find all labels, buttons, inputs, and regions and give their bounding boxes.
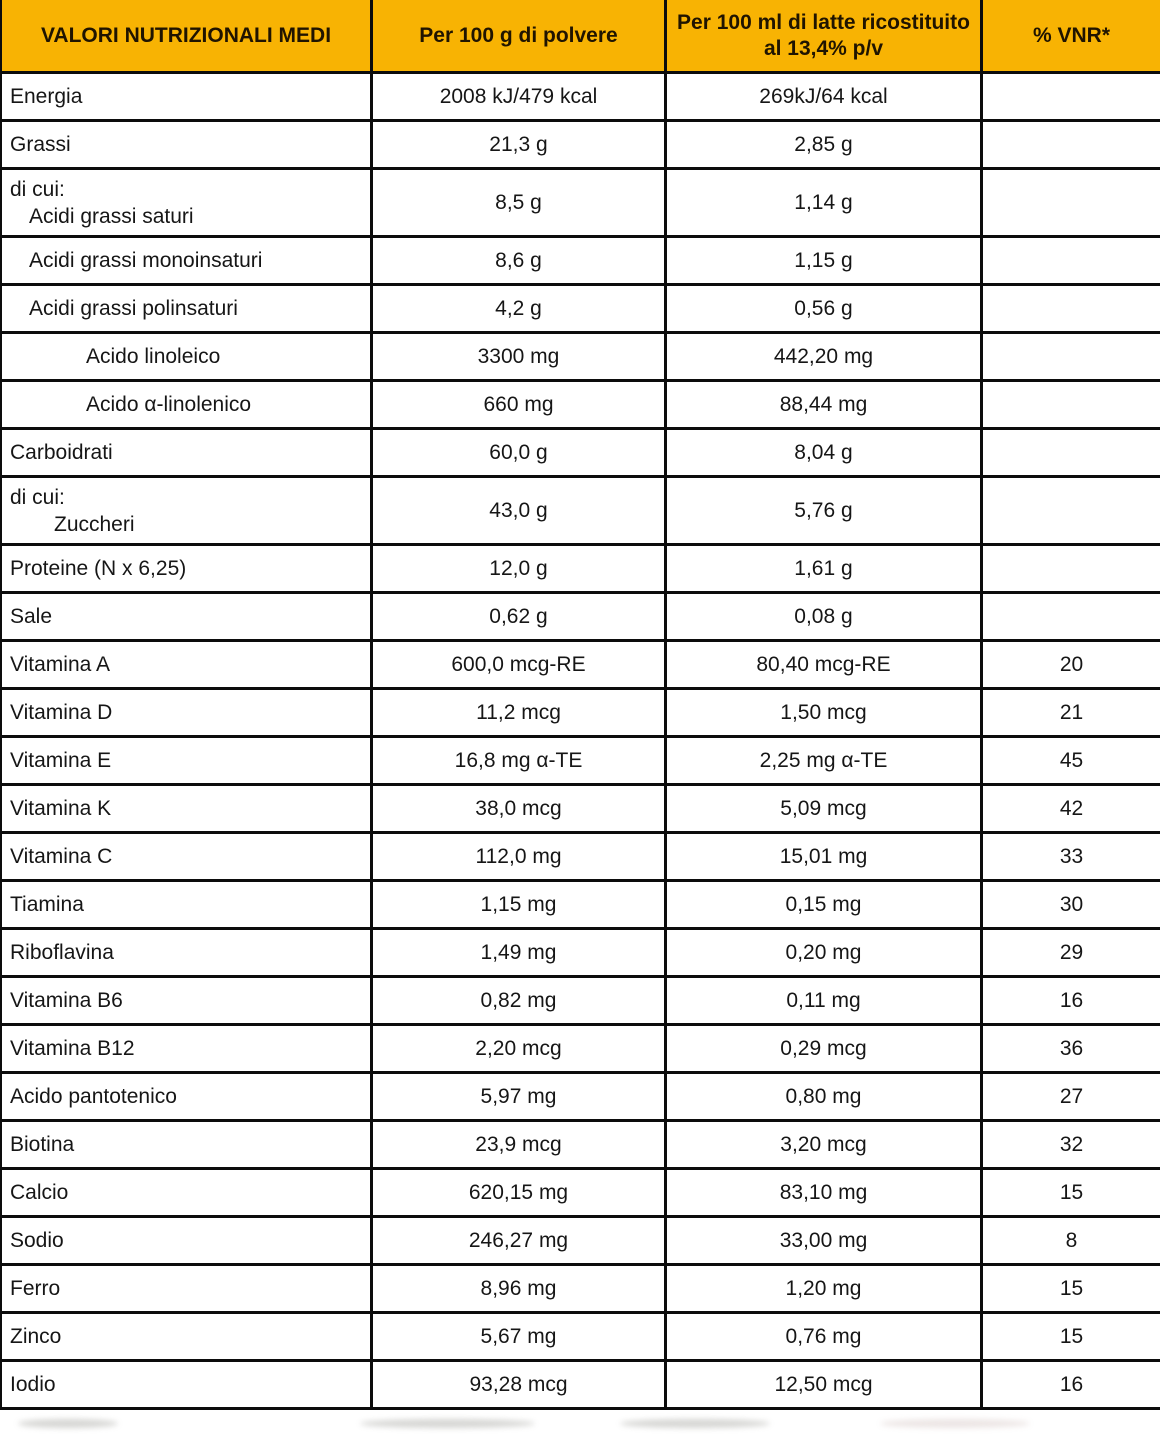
- per-100ml-value: 0,29 mcg: [667, 1026, 983, 1071]
- table-row: [2, 170, 1160, 238]
- per-100g-value: 11,2 mcg: [373, 690, 667, 735]
- nutrient-label-cell: [2, 238, 373, 283]
- vnr-value: 27: [1059, 1084, 1084, 1108]
- nutrient-label-cell: [2, 834, 373, 879]
- table-row: [2, 594, 1160, 642]
- per-100ml-value: 0,08 g: [667, 594, 983, 639]
- nutrient-label-line: di cui:: [10, 177, 65, 201]
- table-row: [2, 1074, 1160, 1122]
- per-100ml-value: 1,20 mg: [667, 1266, 983, 1311]
- footnote-smudge: [620, 1419, 770, 1428]
- nutrient-label-cell: [2, 478, 373, 543]
- per-100ml-value: 5,09 mcg: [667, 786, 983, 831]
- nutrient-label-line: Iodio: [10, 1373, 56, 1396]
- table-row: [2, 1218, 1160, 1266]
- table-row: [2, 1170, 1160, 1218]
- nutrient-label-line: Tiamina: [10, 893, 84, 916]
- per-100g-value: 1,49 mg: [373, 930, 667, 975]
- nutrient-label-cell: [2, 382, 373, 427]
- per-100g-value: 5,97 mg: [373, 1074, 667, 1119]
- table-row: [2, 546, 1160, 594]
- per-100ml-value: 0,11 mg: [667, 978, 983, 1023]
- table-body: [2, 74, 1160, 1410]
- per-100ml-value: 0,80 mg: [667, 1074, 983, 1119]
- header-per-100g: Per 100 g di polvere: [373, 0, 667, 71]
- nutrient-label-cell: [2, 122, 373, 167]
- per-100g-value: 246,27 mg: [373, 1218, 667, 1263]
- vnr-value: 36: [1059, 1036, 1084, 1060]
- per-100ml-value: 0,20 mg: [667, 930, 983, 975]
- nutrient-label-line: Vitamina C: [10, 845, 113, 868]
- per-100g-value: 8,5 g: [373, 170, 667, 235]
- vnr-value: 15: [1059, 1180, 1084, 1204]
- per-100g-value: 3300 mg: [373, 334, 667, 379]
- nutrient-label-cell: [2, 1266, 373, 1311]
- nutrient-label-cell: [2, 786, 373, 831]
- table-row: [2, 334, 1160, 382]
- per-100ml-value: 442,20 mg: [667, 334, 983, 379]
- table-row: [2, 1026, 1160, 1074]
- per-100ml-value: 269kJ/64 kcal: [667, 74, 983, 119]
- per-100g-value: 21,3 g: [373, 122, 667, 167]
- nutrient-label-line: Energia: [10, 85, 83, 108]
- table-row: [2, 930, 1160, 978]
- nutrient-label-line: Vitamina K: [10, 797, 112, 820]
- vnr-value: [983, 122, 1160, 167]
- nutrient-label-line: Riboflavina: [10, 941, 114, 964]
- vnr-value: [983, 430, 1160, 475]
- nutrient-label-line: Vitamina E: [10, 749, 112, 772]
- per-100g-value: 1,15 mg: [373, 882, 667, 927]
- nutrient-label-cell: [2, 690, 373, 735]
- per-100ml-value: 88,44 mg: [667, 382, 983, 427]
- vnr-value: [983, 594, 1160, 639]
- table-row: [2, 1362, 1160, 1410]
- per-100g-value: 2,20 mcg: [373, 1026, 667, 1071]
- per-100ml-value: 1,14 g: [667, 170, 983, 235]
- per-100g-value: 93,28 mcg: [373, 1362, 667, 1407]
- nutrient-label-line: Carboidrati: [10, 441, 113, 464]
- table-row: [2, 238, 1160, 286]
- per-100g-value: 43,0 g: [373, 478, 667, 543]
- per-100ml-value: 1,50 mcg: [667, 690, 983, 735]
- vnr-value: [983, 546, 1160, 591]
- nutrient-label-cell: [2, 334, 373, 379]
- table-row: [2, 738, 1160, 786]
- per-100g-value: 0,62 g: [373, 594, 667, 639]
- nutrient-label-cell: [2, 170, 373, 235]
- table-row: [2, 834, 1160, 882]
- table-header-row: [2, 0, 1160, 74]
- vnr-value: [983, 286, 1160, 331]
- nutrient-label-line: Ferro: [10, 1277, 61, 1300]
- nutrient-label-line: Vitamina B6: [10, 989, 123, 1012]
- vnr-value: 45: [1059, 748, 1084, 772]
- vnr-value: 15: [1059, 1276, 1084, 1300]
- per-100ml-value: 2,25 mg α-TE: [667, 738, 983, 783]
- nutrient-label-cell: [2, 1170, 373, 1215]
- table-row: [2, 430, 1160, 478]
- per-100g-value: 60,0 g: [373, 430, 667, 475]
- nutrient-label-line: Acidi grassi saturi: [29, 204, 194, 228]
- per-100ml-value: 1,61 g: [667, 546, 983, 591]
- header-per-100ml: Per 100 ml di latte ricostituito al 13,4% p/v: [667, 0, 983, 71]
- vnr-value: [983, 238, 1160, 283]
- nutrient-label-cell: [2, 286, 373, 331]
- nutrient-label-cell: [2, 430, 373, 475]
- per-100ml-value: 3,20 mcg: [667, 1122, 983, 1167]
- per-100g-value: 23,9 mcg: [373, 1122, 667, 1167]
- per-100ml-value: 8,04 g: [667, 430, 983, 475]
- nutrient-label-cell: [2, 642, 373, 687]
- vnr-value: [983, 170, 1160, 235]
- header-vnr: % VNR*: [1032, 23, 1111, 47]
- nutrient-label-cell: [2, 1074, 373, 1119]
- vnr-value: 30: [1059, 892, 1084, 916]
- per-100g-value: 600,0 mcg-RE: [373, 642, 667, 687]
- vnr-value: 16: [1059, 1372, 1084, 1396]
- nutrient-label-cell: [2, 882, 373, 927]
- nutrient-label-line: Vitamina A: [10, 653, 111, 676]
- nutrient-label-line: Zuccheri: [54, 512, 135, 536]
- table-row: [2, 786, 1160, 834]
- nutrient-label-cell: [2, 594, 373, 639]
- footnote-smudge: [880, 1419, 1030, 1428]
- nutrient-label-line: Acido linoleico: [86, 345, 221, 368]
- nutrient-label-cell: [2, 1362, 373, 1407]
- nutrient-label-line: Biotina: [10, 1133, 75, 1156]
- per-100g-value: 112,0 mg: [373, 834, 667, 879]
- table-row: [2, 642, 1160, 690]
- per-100ml-value: 1,15 g: [667, 238, 983, 283]
- nutrient-label-line: Acido pantotenico: [10, 1085, 177, 1108]
- vnr-value: 33: [1059, 844, 1084, 868]
- vnr-value: 8: [1065, 1228, 1078, 1252]
- vnr-value: [983, 74, 1160, 119]
- table-row: [2, 286, 1160, 334]
- nutrient-label-cell: [2, 1218, 373, 1263]
- nutrient-label-line: Zinco: [10, 1325, 62, 1348]
- nutrient-label-line: Calcio: [10, 1181, 69, 1204]
- table-row: [2, 978, 1160, 1026]
- nutrient-label-cell: [2, 74, 373, 119]
- footnote-smudge: [360, 1419, 535, 1428]
- per-100ml-value: 5,76 g: [667, 478, 983, 543]
- per-100ml-value: 0,76 mg: [667, 1314, 983, 1359]
- per-100g-value: 12,0 g: [373, 546, 667, 591]
- nutrient-label-line: Acido α-linolenico: [86, 393, 252, 416]
- table-row: [2, 122, 1160, 170]
- per-100ml-value: 15,01 mg: [667, 834, 983, 879]
- nutrient-label-line: Sodio: [10, 1229, 64, 1252]
- table-row: [2, 478, 1160, 546]
- nutrient-label-line: Acidi grassi monoinsaturi: [29, 249, 263, 272]
- nutrient-label-cell: [2, 978, 373, 1023]
- vnr-value: 15: [1059, 1324, 1084, 1348]
- nutrient-label-line: Acidi grassi polinsaturi: [29, 297, 238, 320]
- table-row: [2, 1122, 1160, 1170]
- vnr-value: 20: [1059, 652, 1084, 676]
- footnote-smudge: [18, 1419, 118, 1428]
- per-100g-value: 38,0 mcg: [373, 786, 667, 831]
- cutoff-footnote-remnant: [0, 1410, 1160, 1438]
- vnr-value: [983, 334, 1160, 379]
- nutrient-label-line: Sale: [10, 605, 53, 628]
- per-100g-value: 0,82 mg: [373, 978, 667, 1023]
- vnr-value: [983, 382, 1160, 427]
- vnr-value: [983, 478, 1160, 543]
- vnr-value: 29: [1059, 940, 1084, 964]
- per-100g-value: 2008 kJ/479 kcal: [373, 74, 667, 119]
- per-100ml-value: 12,50 mcg: [667, 1362, 983, 1407]
- per-100g-value: 8,96 mg: [373, 1266, 667, 1311]
- per-100g-value: 620,15 mg: [373, 1170, 667, 1215]
- vnr-value: 16: [1059, 988, 1084, 1012]
- nutrient-label-line: Proteine (N x 6,25): [10, 557, 187, 580]
- nutrient-label-line: di cui:: [10, 485, 65, 509]
- vnr-value: 21: [1059, 700, 1084, 724]
- per-100ml-value: 0,15 mg: [667, 882, 983, 927]
- table-row: [2, 74, 1160, 122]
- header-valori-nutrizionali: VALORI NUTRIZIONALI MEDI: [2, 0, 373, 71]
- per-100ml-value: 80,40 mcg-RE: [667, 642, 983, 687]
- per-100ml-value: 0,56 g: [667, 286, 983, 331]
- table-row: [2, 690, 1160, 738]
- nutrient-label-line: Vitamina D: [10, 701, 113, 724]
- table-row: [2, 1314, 1160, 1362]
- per-100g-value: 660 mg: [373, 382, 667, 427]
- per-100g-value: 5,67 mg: [373, 1314, 667, 1359]
- nutrient-label-cell: [2, 1122, 373, 1167]
- per-100ml-value: 83,10 mg: [667, 1170, 983, 1215]
- per-100g-value: 8,6 g: [373, 238, 667, 283]
- per-100g-value: 16,8 mg α-TE: [373, 738, 667, 783]
- nutrient-label-line: Grassi: [10, 133, 71, 156]
- per-100ml-value: 2,85 g: [667, 122, 983, 167]
- nutrient-label-cell: [2, 930, 373, 975]
- vnr-value: 32: [1059, 1132, 1084, 1156]
- vnr-value: 42: [1059, 796, 1084, 820]
- table-row: [2, 1266, 1160, 1314]
- per-100ml-value: 33,00 mg: [667, 1218, 983, 1263]
- nutrient-label-cell: [2, 738, 373, 783]
- per-100g-value: 4,2 g: [373, 286, 667, 331]
- table-row: [2, 882, 1160, 930]
- nutrient-label-cell: [2, 546, 373, 591]
- table-row: [2, 382, 1160, 430]
- nutrient-label-cell: [2, 1026, 373, 1071]
- nutrient-label-line: Vitamina B12: [10, 1037, 135, 1060]
- nutrient-label-cell: [2, 1314, 373, 1359]
